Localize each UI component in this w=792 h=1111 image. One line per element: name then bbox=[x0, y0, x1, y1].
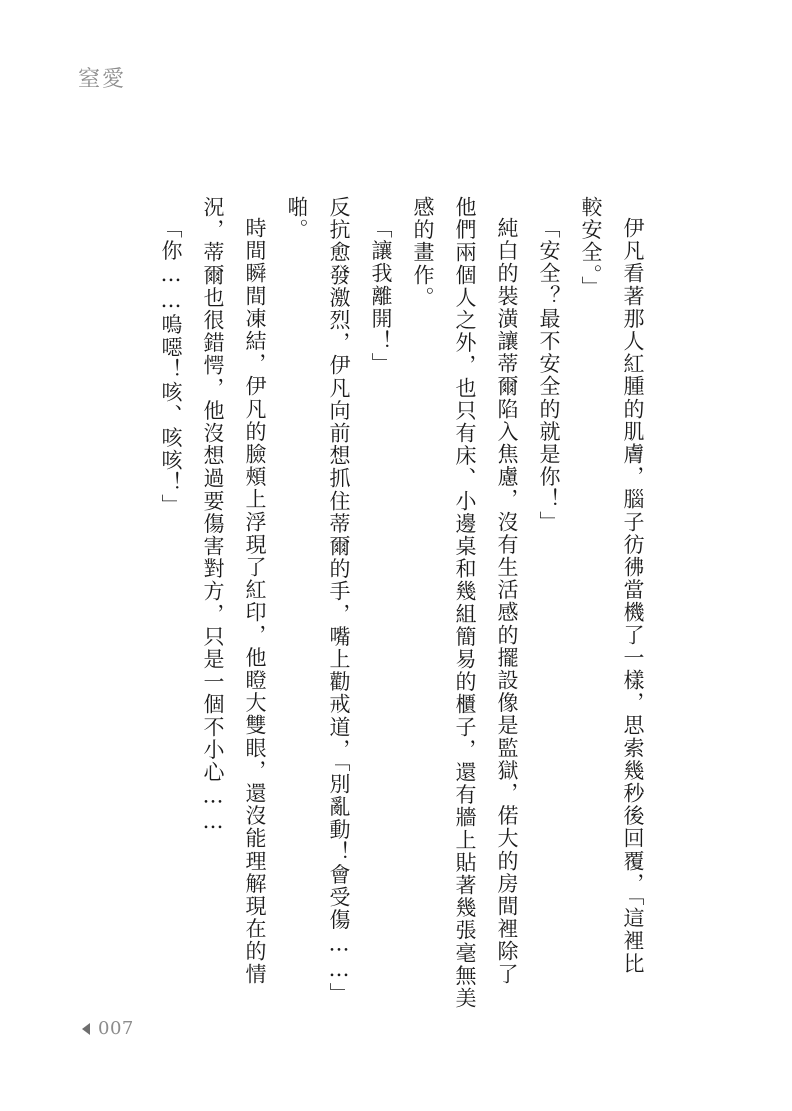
text-column: 「讓我離開！」 bbox=[369, 217, 393, 376]
text-column: 時間瞬間凍結，伊凡的臉頰上浮現了紅印，他瞪大雙眼，還沒能理解現在的情 bbox=[243, 217, 267, 986]
text-column: 「你……嗚噁！咳、咳咳！」 bbox=[159, 217, 183, 517]
page-body bbox=[118, 196, 648, 1010]
text-column: 啪。 bbox=[285, 196, 309, 242]
text-column: 較安全。」 bbox=[579, 196, 603, 299]
text-column: 「安全？最不安全的就是你！」 bbox=[537, 217, 561, 534]
text-column: 況，蒂爾也很錯愕，他沒想過要傷害對方，只是一個不小心…… bbox=[201, 196, 225, 835]
text-column: 感的畫作。 bbox=[411, 196, 435, 309]
text-column: 伊凡看著那人紅腫的肌膚，腦子彷彿當機了一樣，思索幾秒後回覆，「這裡比 bbox=[621, 217, 645, 975]
text-column: 純白的裝潢讓蒂爾陷入焦慮，沒有生活感的擺設像是監獄，偌大的房間裡除了 bbox=[495, 217, 519, 986]
book-title: 窒愛 bbox=[78, 67, 127, 92]
text-column: 他們兩個人之外，也只有床、小邊桌和幾組簡易的櫃子，還有牆上貼著幾張毫無美 bbox=[453, 196, 477, 1010]
text-column: 反抗愈發激烈，伊凡向前想抓住蒂爾的手，嘴上勸戒道，「別亂動！會受傷……」 bbox=[327, 196, 351, 1006]
left-triangle-icon bbox=[82, 1023, 90, 1035]
page-footer bbox=[82, 1018, 134, 1039]
page-number: 007 bbox=[98, 1018, 134, 1039]
